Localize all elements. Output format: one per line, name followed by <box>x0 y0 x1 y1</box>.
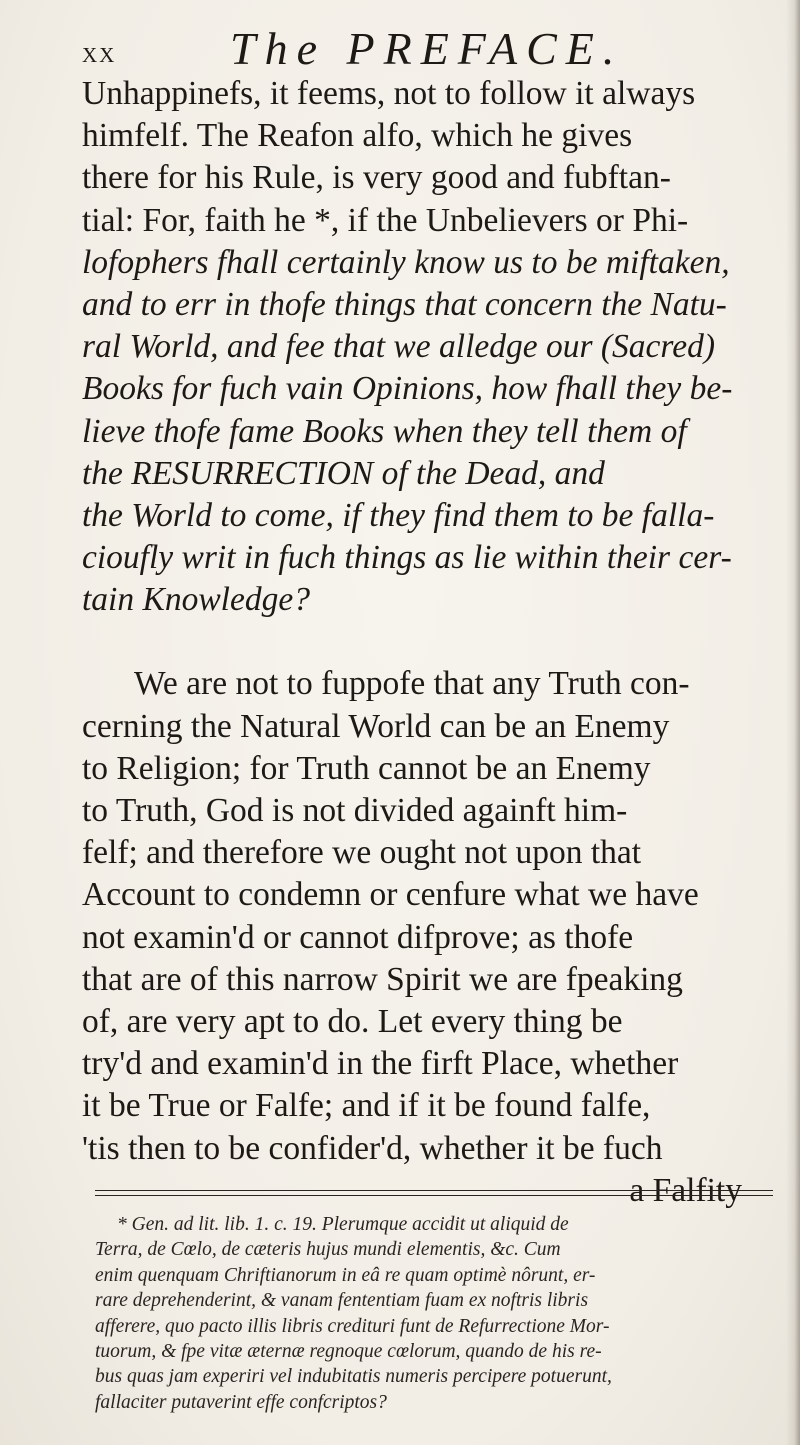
footnote-line: * Gen. ad lit. lib. 1. c. 19. Plerumque accidit ut aliquid de <box>117 1214 569 1235</box>
text-line: We are not to fuppofe that any Truth con- <box>134 665 690 703</box>
footnote-line: enim quenquam Chriftianorum in eâ re quam optimè nôrunt, er- <box>95 1264 596 1286</box>
text-line: himfelf. The Reafon alfo, which he gives <box>82 117 633 155</box>
text-line: felf; and therefore we ought not upon that <box>82 834 642 872</box>
footnote-line: Terra, de Cœlo, de cæteris hujus mundi elementis, &c. Cum <box>95 1239 561 1261</box>
text-line: Unhappinefs, it feems, not to follow it always <box>82 75 696 112</box>
text-line: lofophers fhall certainly know us to be miftaken, <box>82 243 730 281</box>
footnote-line: afferere, quo pacto illis libris credituri funt de Refurrectione Mor- <box>95 1315 610 1337</box>
text-line: not examin'd or cannot difprove; as thofe <box>82 918 634 956</box>
catchword-line: a Falfity <box>629 1171 742 1209</box>
text-line: and to err in thofe things that concern the Natu- <box>82 285 727 323</box>
footnote <box>95 1212 785 1415</box>
text-line: the RESURRECTION of the Dead, and <box>82 454 605 492</box>
text-line: ral World, and fee that we alledge our (Sacred) <box>82 328 715 366</box>
footnote-rule <box>95 1190 773 1196</box>
footnote-line: rare deprehenderint, & vanam fententiam fuam ex noftris libris <box>95 1290 589 1312</box>
text-line: to Religion; for Truth cannot be an Enemy <box>82 749 651 787</box>
text-line: Account to condemn or cenfure what we have <box>82 876 699 914</box>
text-line: there for his Rule, is very good and fubftan- <box>82 159 671 197</box>
text-line: of, are very apt to do. Let every thing be <box>82 1002 623 1040</box>
text-line: lieve thofe fame Books when they tell them of <box>82 412 687 450</box>
paragraph-gap <box>82 621 772 663</box>
text-line: to Truth, God is not divided againft him- <box>82 792 628 829</box>
body-text <box>82 73 772 1212</box>
text-line: tial: For, faith he *, if the Unbelievers or Phi- <box>82 201 689 239</box>
text-line: the World to come, if they find them to be falla- <box>82 496 715 534</box>
text-line: Books for fuch vain Opinions, how fhall they be- <box>82 370 733 408</box>
page-edge-shadow <box>786 0 800 1445</box>
running-head: The PREFACE. <box>230 23 624 74</box>
page-header <box>0 14 800 74</box>
text-line: cerning the Natural World can be an Enemy <box>82 707 670 745</box>
text-line: 'tis then to be confider'd, whether it be fuch <box>82 1129 663 1167</box>
page-number: xx <box>82 36 117 69</box>
text-line: it be True or Falfe; and if it be found falfe, <box>82 1087 651 1125</box>
text-line: cioufly writ in fuch things as lie within their cer- <box>82 539 732 577</box>
text-line: tain Knowledge? <box>82 581 310 619</box>
footnote-line: fallaciter putaverint effe confcriptos? <box>95 1391 387 1413</box>
text-line: try'd and examin'd in the firft Place, whether <box>82 1045 679 1083</box>
text-line: that are of this narrow Spirit we are fpeaking <box>82 960 683 998</box>
footnote-line: bus quas jam experiri vel indubitatis numeris percipere potuerunt, <box>95 1366 612 1388</box>
footnote-line: tuorum, & fpe vitæ æternæ regnoque cœlorum, quando de his re- <box>95 1340 602 1362</box>
